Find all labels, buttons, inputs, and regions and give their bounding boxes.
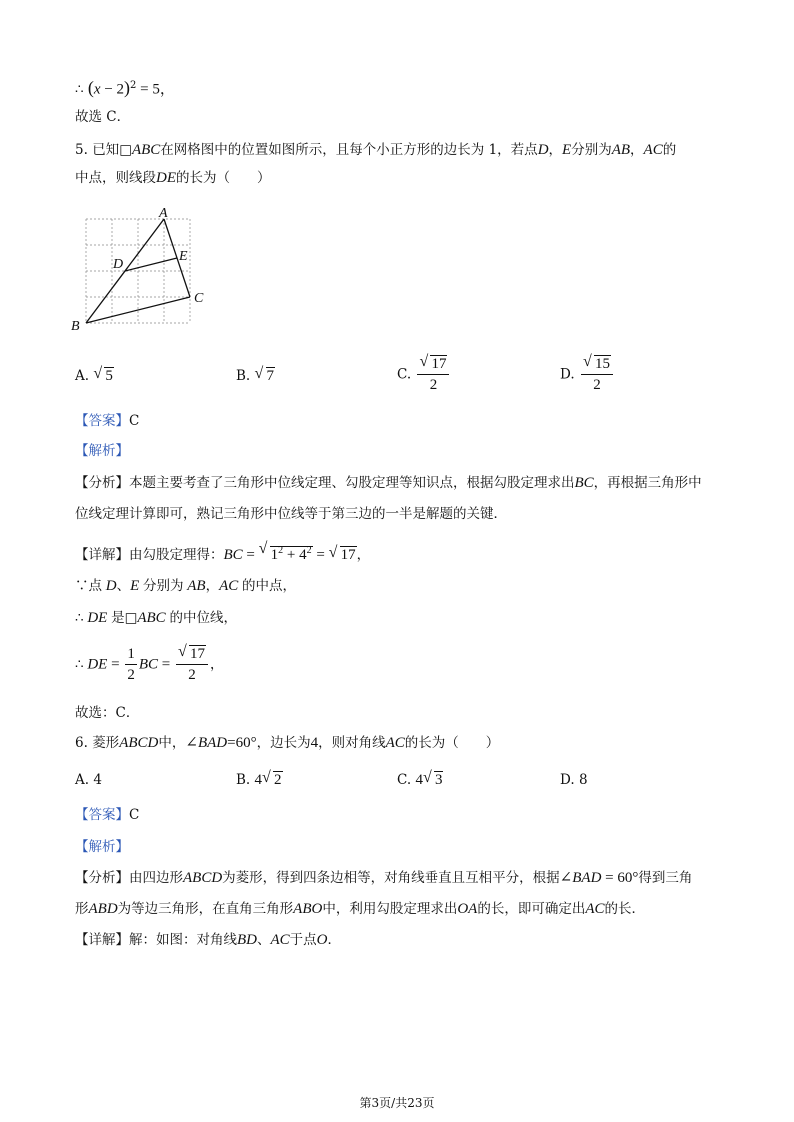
label-b: B bbox=[71, 319, 80, 332]
q5-xiangjie-line3: ∴ DE 是□ABC 的中位线， bbox=[75, 610, 237, 626]
q6-option-a: A. 4 bbox=[75, 772, 102, 788]
q5-answer: 【答案】C bbox=[75, 413, 140, 429]
label-c: C bbox=[194, 291, 204, 306]
q6-fenxi-line1: 【分析】由四边形ABCD为菱形，得到四条边相等，对角线垂直且互相平分，根据∠BAD = 60°得到三角 bbox=[75, 870, 693, 886]
grid-triangle-figure bbox=[68, 202, 218, 332]
q6-fenxi-line2: 形ABD为等边三角形，在直角三角形ABO中，利用勾股定理求出OA的长，即可确定出AC的长． bbox=[75, 901, 646, 917]
q6-xiangjie-line1: 【详解】解：如图：对角线BD、AC于点O． bbox=[75, 932, 342, 948]
page-footer: 第3页/共23页 bbox=[359, 1096, 435, 1110]
q5-option-d: D. √ $\frac{15}{2}$ bbox=[560, 354, 615, 395]
q5-analysis-tag: 【解析】 bbox=[75, 443, 129, 459]
q5-xiangjie-line4: ∴ DE = $\frac{1}{2}$ BC = √ $\frac{17}{2}$ ， bbox=[75, 644, 223, 685]
label-d: D bbox=[113, 257, 124, 272]
q6-analysis-tag: 【解析】 bbox=[75, 839, 129, 855]
q5-xiangjie-line2: ∵点 D、E 分别为 AB，AC 的中点， bbox=[75, 578, 297, 594]
q5-option-a: A. √ 5 bbox=[75, 366, 114, 386]
q6-option-b: B. 4√ 2 bbox=[236, 770, 283, 790]
q5-final: 故选：C． bbox=[75, 705, 140, 721]
q5-xiangjie-line1: 【详解】由勾股定理得：BC = √ $1^2 + 4^2$ = √ 17， bbox=[75, 541, 370, 565]
conclusion-line: 故选 C． bbox=[75, 109, 131, 125]
equation-line: ∴ $(x - 2)^2 = 5$， bbox=[75, 77, 175, 98]
q6-stem: 6. 菱形ABCD中，∠BAD=60°，边长为4，则对角线AC的长为（ ） bbox=[75, 735, 500, 751]
q5-option-b: B. √ 7 bbox=[236, 366, 275, 386]
q6-answer: 【答案】C bbox=[75, 807, 140, 823]
label-a: A bbox=[159, 206, 168, 221]
label-e: E bbox=[179, 249, 188, 264]
q5-fenxi-line2: 位线定理计算即可，熟记三角形中位线等于第三边的一半是解题的关键． bbox=[75, 506, 507, 522]
q5-option-c: C. √ $\frac{17}{2}$ bbox=[397, 354, 451, 395]
q6-option-d: D. 8 bbox=[560, 772, 588, 788]
q5-stem-line1: 5. 已知□ABC在网格图中的位置如图所示，且每个小正方形的边长为 1，若点D，E分别为AB，AC的 bbox=[75, 142, 677, 158]
q5-fenxi-line1: 【分析】本题主要考查了三角形中位线定理、勾股定理等知识点，根据勾股定理求出BC，再根据三角形中 bbox=[75, 475, 702, 491]
q6-option-c: C. 4√ 3 bbox=[397, 770, 443, 790]
q5-stem-line2: 中点，则线段DE的长为（ ） bbox=[75, 170, 271, 186]
grid bbox=[86, 219, 190, 323]
